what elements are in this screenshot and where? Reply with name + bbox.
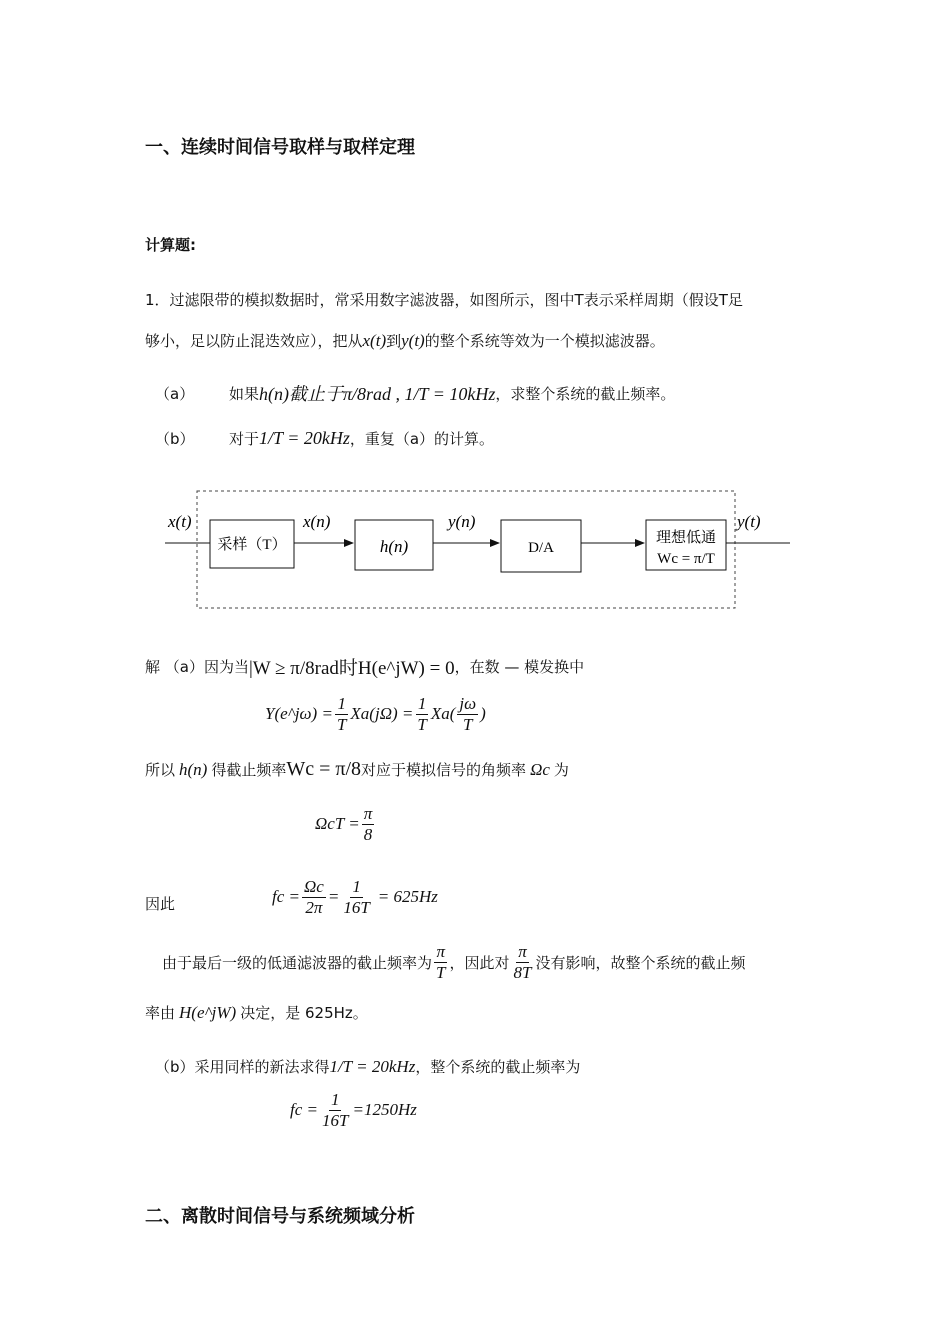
math-yt: y(t) xyxy=(401,330,425,350)
equation-2 xyxy=(315,804,376,844)
p1-f2-den: 8T xyxy=(513,962,532,982)
problem-line-2-text-b: 到 xyxy=(386,332,402,350)
filter-label: h(n) xyxy=(379,537,409,556)
line3-text-d: 为 xyxy=(553,761,569,779)
label-yn: y(n) xyxy=(448,512,476,531)
solution-b-intro xyxy=(155,1056,580,1077)
p2-text-b: 决定，是 625Hz。 xyxy=(240,1004,368,1022)
eq1-frac-2 xyxy=(415,694,428,734)
eq1-close: ) xyxy=(480,704,486,724)
therefore-label: 因此 xyxy=(145,895,176,913)
p1-f1-num: π xyxy=(436,942,446,961)
eq1-right: Xa( xyxy=(430,704,456,724)
part-a-text-2: ，求整个系统的截止频率。 xyxy=(495,384,676,403)
solution-a-intro xyxy=(145,653,584,680)
eq1-frac-2-den: T xyxy=(417,714,427,734)
eq3-frac-1 xyxy=(302,877,326,917)
eq1-frac-1-num: 1 xyxy=(337,694,346,713)
p1-f1-den: T xyxy=(436,962,446,982)
part-a-text-1: 如果 xyxy=(229,384,260,403)
eq3-f2-den: 16T xyxy=(343,897,370,917)
label-yt: y(t) xyxy=(737,512,761,531)
equation-3 xyxy=(272,877,438,917)
line3-math-2: Wc = π/8 xyxy=(286,758,362,780)
eq1-frac-2-num: 1 xyxy=(417,694,427,713)
lpf-label-1: 理想低通 xyxy=(655,530,717,546)
equation-4 xyxy=(290,1090,417,1130)
eq3-eq: = xyxy=(327,887,340,907)
label-xn: x(n) xyxy=(303,512,331,531)
equation-1 xyxy=(265,694,486,734)
sampler-label: 采样（T） xyxy=(217,537,287,553)
problem-line-2-text-a: 够小，足以防止混迭效应），把从 xyxy=(145,332,363,350)
eq3-f2-num: 1 xyxy=(352,877,361,896)
eq2-frac xyxy=(362,804,375,844)
p1-text-a: 由于最后一级的低通滤波器的截止频率为 xyxy=(162,953,433,972)
calc-label: 计算题: xyxy=(145,236,196,254)
p1-frac-1 xyxy=(434,942,447,982)
p2-text-a: 率由 xyxy=(145,1004,176,1022)
eq2-den: 8 xyxy=(363,824,373,844)
part-b-label: （b） xyxy=(155,430,195,448)
eq3-frac-2 xyxy=(341,877,371,917)
problem-line-2-text-c: 的整个系统等效为一个模拟滤波器。 xyxy=(424,332,665,350)
eq1-mid: Xa(jΩ) = xyxy=(350,704,414,724)
line3-text-c: 对应于模拟信号的角频率 xyxy=(361,761,527,779)
p1-text-b: ，因此对 xyxy=(449,953,510,972)
math-xt: x(t) xyxy=(362,330,387,350)
part-b-text-2: ，重复（a）的计算。 xyxy=(349,430,495,448)
eq4-right: =1250Hz xyxy=(352,1100,417,1120)
eq4-num: 1 xyxy=(330,1090,340,1109)
solution-line-3 xyxy=(145,758,569,781)
eq4-frac xyxy=(320,1090,350,1130)
da-label: D/A xyxy=(528,540,554,556)
solution-b-text: （b）采用同样的新法求得 xyxy=(155,1058,330,1076)
solution-paragraph-line-2 xyxy=(145,1002,368,1023)
eq2-left: ΩcT = xyxy=(315,814,360,834)
eq3-f1-den: 2π xyxy=(305,897,323,917)
solution-b-after: ，整个系统的截止频率为 xyxy=(415,1058,581,1076)
eq1-left: Y(e^jω) = xyxy=(265,704,333,724)
eq3-f1-num: Ωc xyxy=(304,877,324,896)
p1-text-c: 没有影响，故整个系统的截止频 xyxy=(535,953,746,972)
eq1-frac-3 xyxy=(457,694,478,734)
eq3-left: fc = xyxy=(272,887,300,907)
p1-frac-2 xyxy=(512,942,534,982)
part-a-label: （a） xyxy=(155,384,195,403)
part-a-math: h(n)截止于π/8rad , 1/T = 10kHz xyxy=(259,384,496,404)
eq4-den: 16T xyxy=(322,1110,349,1130)
eq1-frac-1-den: T xyxy=(336,714,347,734)
line3-math-1: h(n) xyxy=(179,759,208,779)
eq4-left: fc = xyxy=(290,1100,318,1120)
solution-b-math: 1/T = 20kHz xyxy=(329,1056,416,1076)
part-b-text-1: 对于 xyxy=(229,430,260,448)
section-title-1: 一、连续时间信号取样与取样定理 xyxy=(145,137,415,158)
solution-a-text: 解 （a）因为当 xyxy=(145,658,249,676)
eq1-frac-3-den: T xyxy=(463,714,473,734)
solution-paragraph-line-1 xyxy=(162,942,745,982)
eq1-frac-1 xyxy=(335,694,348,734)
section-title-2: 二、离散时间信号与系统频域分析 xyxy=(145,1206,415,1227)
p2-math: H(e^jW) xyxy=(179,1002,237,1022)
problem-line-1: 1．过滤限带的模拟数据时，常采用数字滤波器，如图所示，图中T表示采样周期（假设T足 xyxy=(145,291,743,309)
eq2-num: π xyxy=(363,804,373,823)
eq1-frac-3-num: jω xyxy=(459,694,477,713)
label-xt: x(t) xyxy=(168,512,192,531)
lpf-label-2: Wc = π/T xyxy=(657,551,715,567)
part-b-math: 1/T = 20kHz xyxy=(259,428,350,448)
p1-f2-num: π xyxy=(518,942,527,961)
solution-a-condition: |W ≥ π/8rad时H(e^jW) = 0 xyxy=(248,658,455,679)
line3-text-a: 所以 xyxy=(145,761,176,779)
line3-math-3: Ωc xyxy=(530,759,550,779)
solution-a-after: ，在数 — 模发换中 xyxy=(454,658,585,676)
eq3-right: = 625Hz xyxy=(377,887,438,907)
line3-text-b: 得截止频率 xyxy=(211,761,287,779)
